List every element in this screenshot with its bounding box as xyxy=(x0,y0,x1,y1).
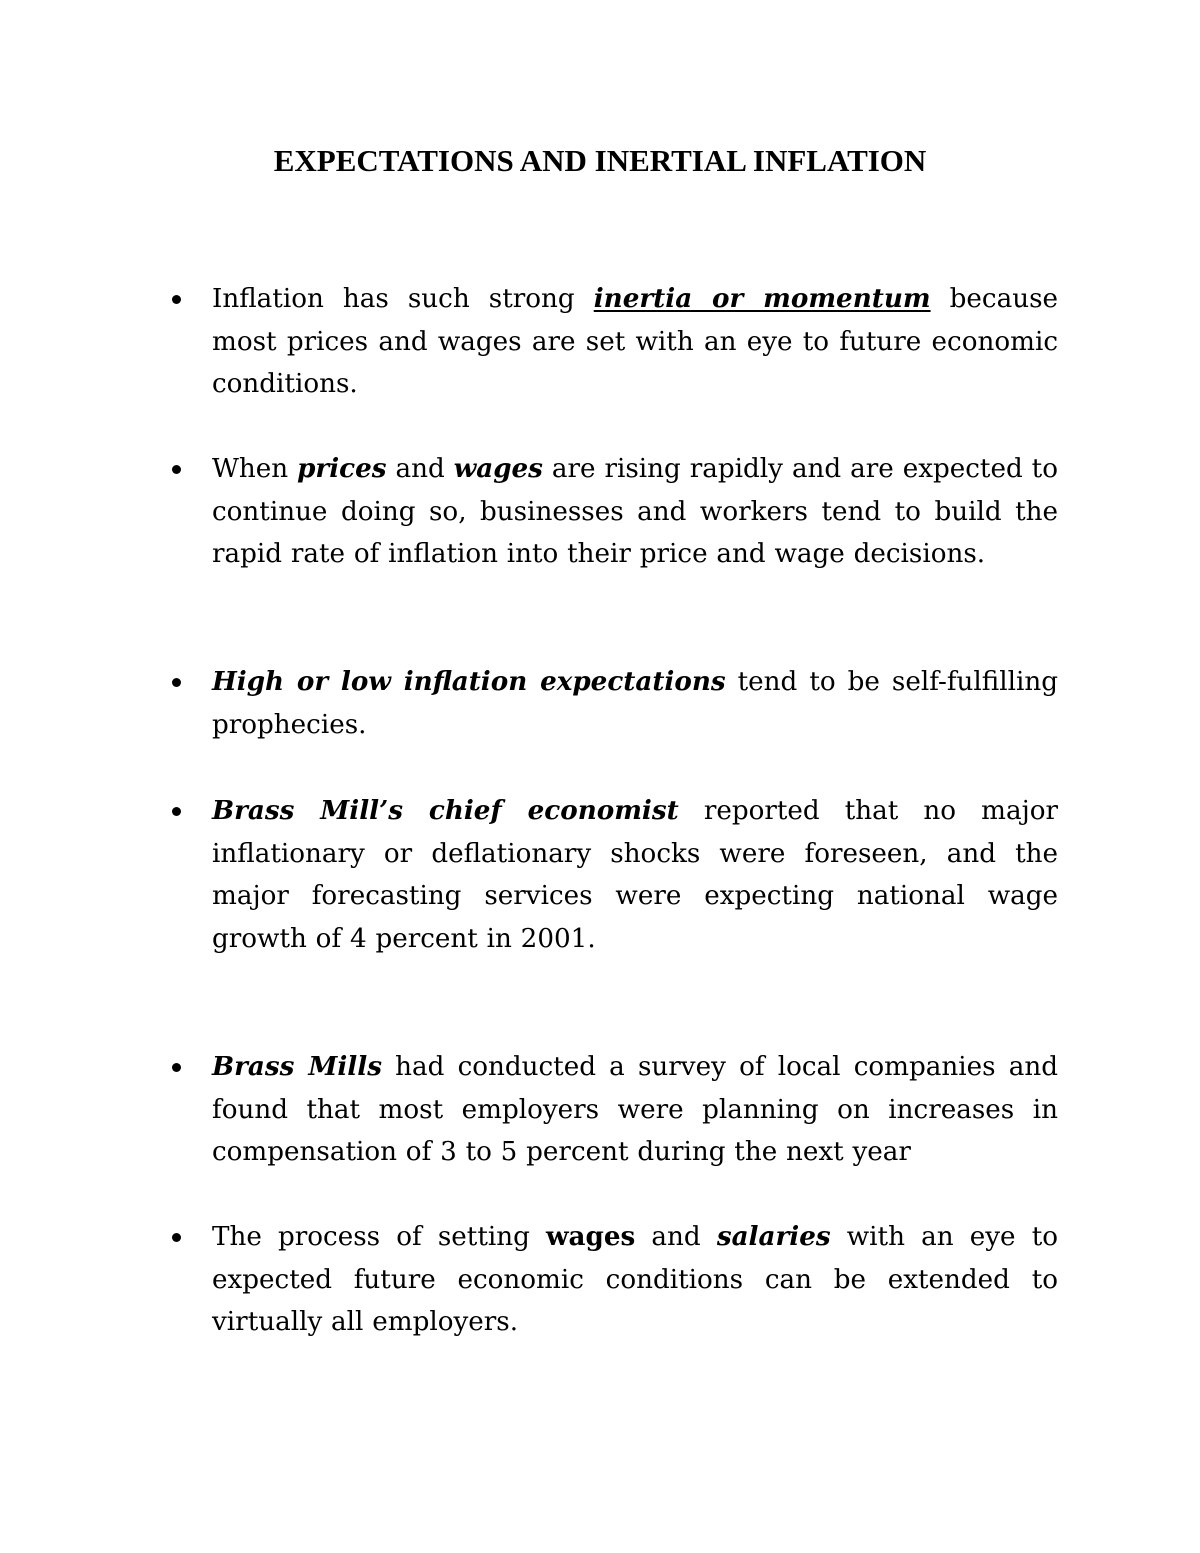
emphasized-term: salaries xyxy=(716,1221,831,1252)
emphasized-term: wages xyxy=(453,453,543,484)
bullet-text-segment: The process of setting xyxy=(212,1222,547,1252)
list-item xyxy=(172,448,1058,576)
bullet-text xyxy=(212,790,1058,960)
emphasized-term: Brass Mill’s chief economist xyxy=(212,795,679,826)
bullet-text-segment: and xyxy=(386,454,454,484)
bullet-dot-icon xyxy=(172,295,181,304)
bold-term: wages xyxy=(546,1221,636,1252)
bullet-text xyxy=(212,278,1058,406)
bullet-text-segment: are rising rapidly and are expected to continue doing so, businesses and workers tend to build the rapid rate of inflation into their price and wage decisions. xyxy=(212,454,1058,569)
bullet-dot-icon xyxy=(172,678,181,687)
bullet-text xyxy=(212,661,1058,746)
bullet-dot-icon xyxy=(172,1063,181,1072)
bullet-text-segment: had conducted a survey of local companies and found that most employers were planning on increases in compensation of 3 to 5 percent during the next year xyxy=(212,1052,1058,1167)
list-item xyxy=(172,661,1058,746)
page-title: EXPECTATIONS AND INERTIAL INFLATION xyxy=(273,143,927,178)
bullet-text-segment: because most prices and wages are set with an eye to future economic conditions. xyxy=(212,284,1059,399)
bullet-text-segment: with an eye to expected future economic conditions can be extended to virtually all employers. xyxy=(212,1222,1058,1337)
emphasized-term: inertia or momentum xyxy=(593,283,931,314)
bullet-text-segment: Inflation has such strong xyxy=(212,284,594,314)
emphasized-term: High or low inflation expectations xyxy=(212,666,726,697)
bullet-dot-icon xyxy=(172,465,181,474)
bullet-text xyxy=(212,1216,1058,1344)
emphasized-term: Brass Mills xyxy=(212,1051,382,1082)
bullet-text-segment: When xyxy=(212,454,298,484)
bullet-text xyxy=(212,1046,1058,1174)
list-item xyxy=(172,1046,1058,1174)
list-item xyxy=(172,1216,1058,1344)
list-item xyxy=(172,278,1058,406)
bullet-text-segment: reported that no major inflationary or deflationary shocks were foreseen, and the major forecasting services were expecting national wage growth of 4 percent in 2001. xyxy=(212,796,1058,954)
emphasized-term: prices xyxy=(297,453,387,484)
list-item xyxy=(172,790,1058,960)
bullet-dot-icon xyxy=(172,807,181,816)
bullet-text-segment: tend to be self-fulfilling prophecies. xyxy=(212,667,1058,740)
bullet-text xyxy=(212,448,1058,576)
bullet-dot-icon xyxy=(172,1233,181,1242)
bullet-text-segment: and xyxy=(635,1222,717,1252)
